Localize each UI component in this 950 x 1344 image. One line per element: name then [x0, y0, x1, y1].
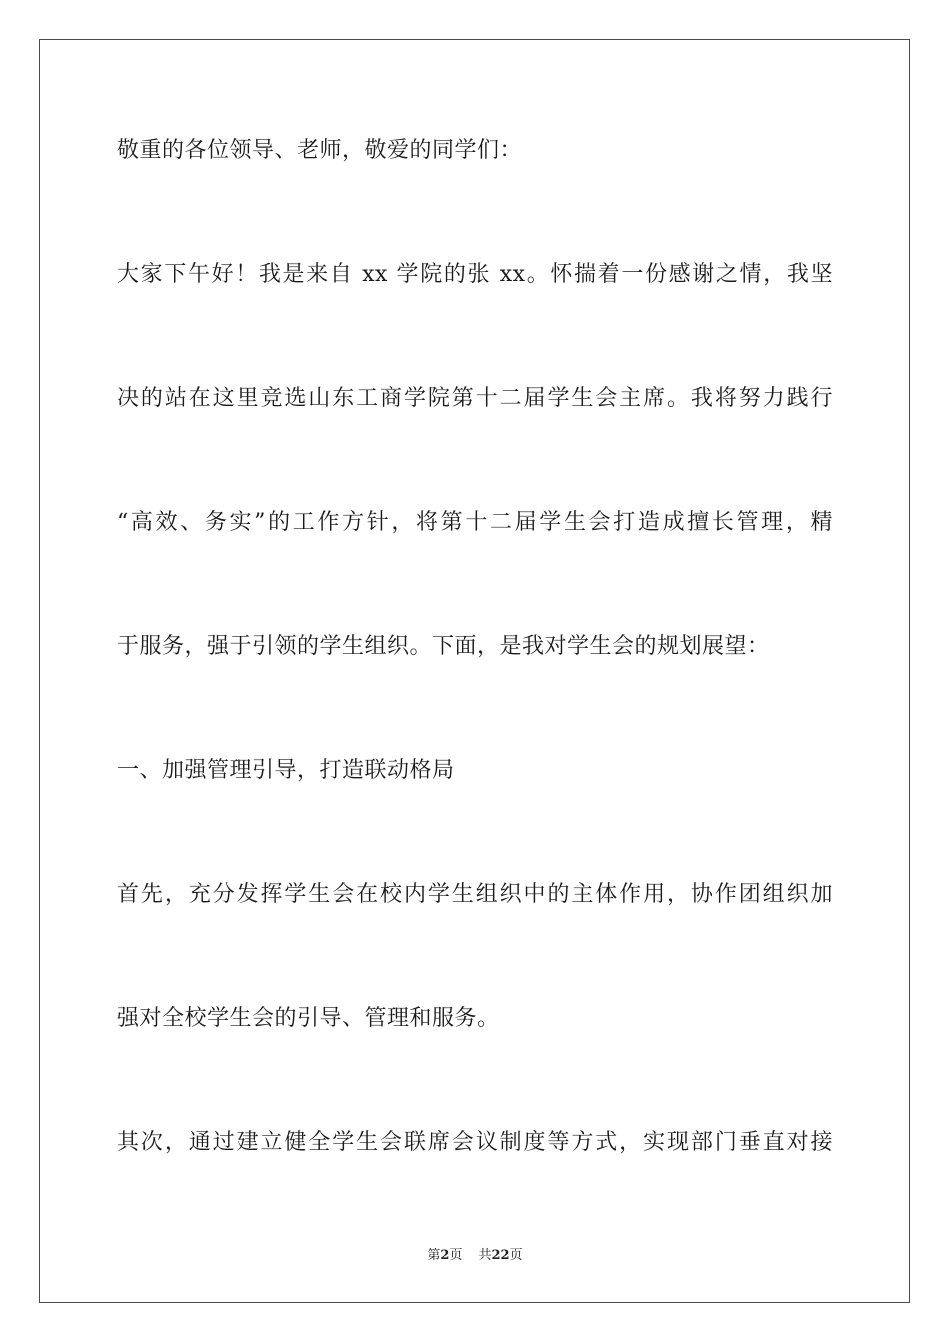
- page-footer: [0, 1247, 950, 1265]
- salutation-line: 敬重的各位领导、老师，敬爱的同学们：: [117, 138, 523, 163]
- paragraph-line: 于服务，强于引领的学生组织。下面，是我对学生会的规划展望：: [117, 634, 770, 659]
- page-number: 2: [440, 1248, 450, 1263]
- paragraph-line: 大家下午好！我是来自 xx 学院的张 xx。怀揣着一份感谢之情，我坚: [117, 262, 833, 287]
- paragraph-line: 其次，通过建立健全学生会联席会议制度等方式，实现部门垂直对接: [117, 1130, 833, 1155]
- section-heading: 一、加强管理引导，打造联动格局: [117, 758, 455, 783]
- total-pages-number: 22: [491, 1248, 510, 1263]
- paragraph-line: 决的站在这里竞选山东工商学院第十二届学生会主席。我将努力践行: [117, 386, 833, 411]
- paragraph-line: 首先，充分发挥学生会在校内学生组织中的主体作用，协作团组织加: [117, 882, 833, 907]
- total-pages-label: 共22页: [478, 1248, 523, 1263]
- paragraph-line: “高效、务实”的工作方针，将第十二届学生会打造成擅长管理，精: [117, 510, 833, 535]
- paragraph-line: 强对全校学生会的引导、管理和服务。: [117, 1006, 500, 1031]
- page-border: [39, 39, 910, 1303]
- page-label: 第2页: [427, 1248, 463, 1263]
